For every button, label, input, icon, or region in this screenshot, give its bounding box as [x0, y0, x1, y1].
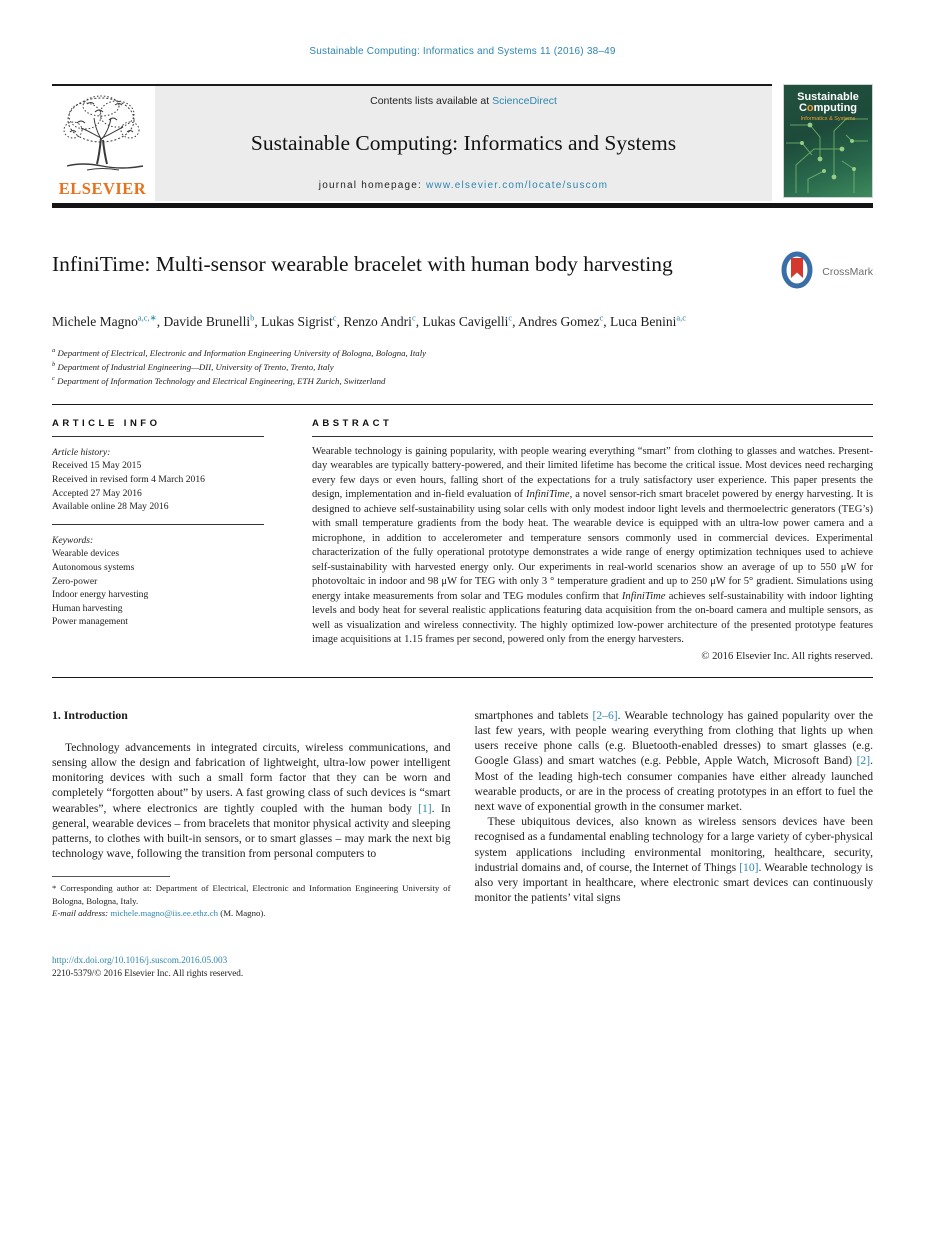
author: , Davide Brunelli$^b$: [156, 312, 255, 329]
author-email-link[interactable]: michele.magno@iis.ee.ethz.ch: [110, 908, 219, 919]
author: , Lukas Sigrist$^c$: [254, 312, 337, 329]
intro-paragraph-right-2: These ubiquitous devices, also known as wireless sensors devices have been recognised as a fundamental enabling technology for a large variety of cyber-physical system applications including environmental monitoring, healthcare, security, industrial domains and, of course, the Internet of Things [10]. Wearable technology is also very important in healthcare, where electronic smart devices can continuously monitor the patients’ vital signs: [474, 815, 873, 905]
keyword-item: Human harvesting: [52, 602, 123, 614]
cover-subtitle: Informatics & Systems: [800, 116, 856, 122]
homepage-line-prefix: journal homepage:: [318, 180, 427, 191]
issn-rights-line: 2210-5379/© 2016 Elsevier Inc. All rights reserved.: [52, 967, 244, 978]
citation-link-2-6[interactable]: [2–6]: [592, 708, 618, 722]
history-item: Accepted 27 May 2016: [52, 487, 142, 499]
abstract-heading: ABSTRACT: [312, 417, 393, 429]
elsevier-tree-icon: [57, 90, 149, 178]
history-item: Available online 28 May 2016: [52, 501, 169, 513]
section-heading-introduction: 1. Introduction: [52, 707, 128, 722]
citation-link-10[interactable]: [10]: [739, 860, 759, 874]
abstract-panel: [312, 418, 873, 662]
author: , Luca Benini$^{a,c}$: [603, 312, 687, 329]
article-history-label: Article history:: [52, 446, 111, 458]
affiliation-list: [52, 345, 873, 388]
footnote-rule: [52, 876, 170, 877]
journal-header-main: [52, 84, 772, 201]
running-head-journal-ref: Sustainable Computing: Informatics and Systems 11 (2016) 38–49: [309, 46, 616, 57]
citation-link-2[interactable]: [2]: [856, 754, 871, 768]
contents-line: [161, 95, 766, 107]
cover-globe-o-icon: o: [806, 102, 814, 114]
intro-paragraph-left: Technology advancements in integrated circuits, wireless communications, and sensing allow the design and fabrication of lightweight, ultra-low power intelligent monitoring devices with such a small form factor that they can be worn and completely “forgotten about” by users. A fast growing class of such devices is “smart wearables”, where electronics are tightly coupled with the human body [1]. In general, wearable devices – from bracelets that monitor physical activity and sleeping patterns, to clothes with built-in sensors, or to smart glasses – may mark the next big technology wave, following the transition from personal computers to: [52, 740, 451, 861]
contents-line-prefix: Contents lists available at: [370, 95, 493, 107]
abstract-text: Wearable technology is gaining popularity, with people wearing everything “smart” from clothing to glasses and watches. Present-day wearables are typically battery-powered, and their limited lifetime has become the critical issue. Most devices need recharging every few days or even hours, falling short of the expectations for a truly satisfactory user experience. This paper presents the design, implementation and in-field evaluation of InfiniTime, a novel sensor-rich smart bracelet powered by energy harvesting. It is designed to achieve self-sustainability using solar cells with only modest indoor light levels and thermoelectric generators (TEG’s) with small temperature gradients from the body heat. The wearable device is equipped with an ultra-low power camera and a microphone, in addition to accelerometer and temperature sensors commonly used in commercial devices. Experimental characterization of the fully operational prototype demonstrates a wide range of energy optimization techniques used to achieve self-sustainability with harvested energy only. Our experiments in real-world scenarios show an average of up to 550 μW for photovoltaic in indoor and 98 μW for TEG with only 3 ° temperature gradient and up to 250 μW for 5° gradient. Simulations using energy intake measurements from solar and TEG modules confirm that InfiniTime achieves self-sustainability with indoor lighting levels and body heat for several realistic applications featuring data acquisition from the on-board camera and multiple sensors, as well as visualization and wireless connectivity. The highly optimized low-power architecture of the presented prototype features image acquisitions at 1.15 frames per second, powered only from the energy harvesters.: [312, 445, 873, 646]
journal-banner: [155, 86, 772, 201]
affiliation: $^b$ Department of Industrial Engineering—DII, University of Trento, Trento, Italy: [52, 360, 334, 372]
article-info-panel: [52, 418, 264, 662]
article-info-heading: ARTICLE INFO: [52, 417, 161, 429]
author: , Renzo Andri$^c$: [336, 312, 416, 329]
article-identifiers: [52, 954, 451, 980]
journal-banner-title: Sustainable Computing: Informatics and Systems: [250, 131, 677, 155]
keyword-item: Power management: [52, 616, 128, 628]
keyword-item: Indoor energy harvesting: [52, 589, 149, 601]
cover-title: [784, 92, 872, 114]
cover-title-c: C: [798, 102, 807, 114]
history-item: Received in revised form 4 March 2016: [52, 473, 205, 485]
history-item: Received 15 May 2015: [52, 460, 142, 472]
body-column-left: [52, 708, 451, 980]
cover-title-rest: mputing: [813, 102, 858, 114]
elsevier-wordmark: ELSEVIER: [58, 179, 147, 198]
author: , Andres Gomez$^c$: [512, 312, 604, 329]
author: , Lukas Cavigelli$^c$: [415, 312, 513, 329]
citation-link-1[interactable]: [1]: [418, 801, 432, 815]
body-divider-rule: [52, 677, 873, 678]
journal-cover-thumbnail[interactable]: [783, 84, 873, 198]
intro-paragraph-right-1: smartphones and tablets [2–6]. Wearable technology has gained popularity over the last few years, with people wearing everything from clothing that lights up when users receive phone calls (e.g. Bluetooth-enabled dresses) to smart glasses (e.g. Google Glass) and smart watches (e.g. Pebble, Apple Watch, Microsoft Band) [2]. Most of the leading high-tech consumer companies have either already launched wearable products, or are in the process of creating prototypes in an effort to fuel the next wave of exponential growth in the consumer market.: [474, 708, 873, 813]
cover-title-line1: Sustainable: [797, 91, 859, 103]
crossmark-badge[interactable]: [777, 252, 873, 292]
crossmark-label: CrossMark: [822, 266, 873, 278]
body-column-right: [475, 708, 874, 980]
journal-homepage-link[interactable]: www.elsevier.com/locate/suscom: [426, 180, 609, 191]
keywords-label: Keywords:: [52, 534, 94, 546]
elsevier-logo[interactable]: [52, 86, 155, 201]
author-list: [52, 308, 752, 331]
journal-header: [52, 84, 873, 201]
sciencedirect-link[interactable]: ScienceDirect: [492, 95, 557, 107]
affiliation: $^c$ Department of Information Technology and Electrical Engineering, ETH Zurich, Switzerland: [52, 375, 386, 387]
affiliation: $^a$ Department of Electrical, Electronic and Information Engineering University of Bologna, Bologna, Italy: [52, 346, 427, 358]
homepage-line: [161, 180, 766, 191]
corresponding-author-note: * Corresponding author at: Department of Electrical, Electronic and Information Engineering University of Bologna, Bologna, Italy. E-mail address: michele.magno@iis.ee.ethz.ch (M. Magno).: [52, 883, 451, 919]
doi-link[interactable]: http://dx.doi.org/10.1016/j.suscom.2016.05.003: [52, 954, 228, 965]
article-title: InfiniTime: Multi-sensor wearable bracelet with human body harvesting: [52, 252, 673, 276]
author: Michele Magno$^{a,c,∗}$: [52, 312, 157, 329]
keywords-divider-rule: [52, 524, 264, 525]
keyword-item: Autonomous systems: [52, 561, 135, 573]
copyright-line: © 2016 Elsevier Inc. All rights reserved.: [701, 650, 873, 662]
header-rule-bar: [52, 203, 873, 208]
footnote-block: [52, 876, 451, 919]
keyword-item: Zero-power: [52, 575, 98, 587]
crossmark-icon: [777, 250, 817, 295]
keyword-item: Wearable devices: [52, 548, 120, 560]
